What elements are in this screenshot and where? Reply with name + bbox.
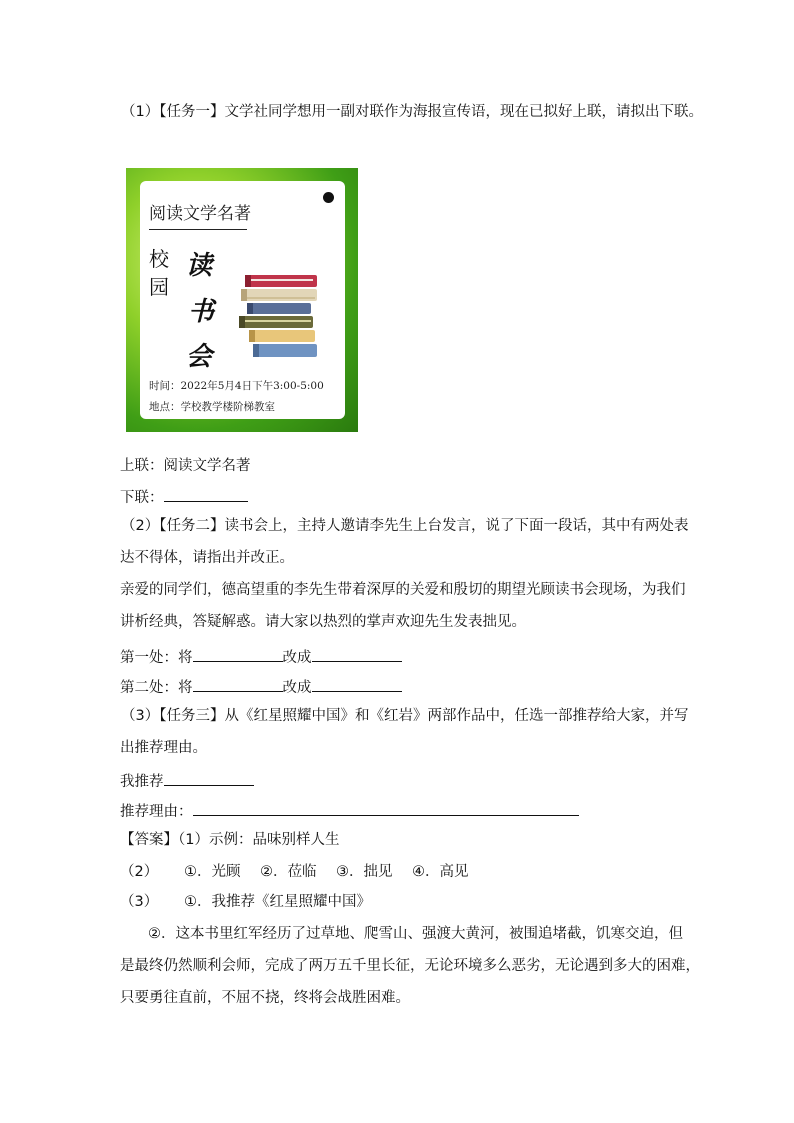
reading-club-poster	[126, 168, 358, 432]
poster-title-big-1: 读	[186, 251, 213, 281]
books-stack-icon	[235, 271, 335, 361]
poster-title-small-2: 园	[149, 275, 169, 299]
poster-dot-icon	[323, 192, 334, 203]
answer-blank-first-from[interactable]	[193, 646, 283, 662]
poster-title-big-2: 书	[188, 297, 215, 327]
answer-item-2: ②．莅临	[260, 864, 317, 880]
answer-para-line3: 只要勇往直前，不屈不挠，终将会战胜困难。	[120, 990, 410, 1006]
task3-prompt-line1: （3）【任务三】从《红星照耀中国》和《红岩》两部作品中，任选一部推荐给大家，并写	[121, 708, 689, 724]
task2-prompt-line2: 达不得体，请指出并改正。	[120, 550, 294, 566]
answer-para-line1: ②．这本书里红军经历了过草地、爬雪山、强渡大黄河，被围追堵截，饥寒交迫，但	[148, 926, 683, 942]
task1-prompt: （1）【任务一】文学社同学想用一副对联作为海报宣传语，现在已拟好上联，请拟出下联。	[121, 104, 703, 120]
answer-item-4: ④．高见	[412, 864, 469, 880]
answer-blank-lower[interactable]	[164, 486, 248, 502]
task2-speech-line2: 讲析经典，答疑解惑。请大家以热烈的掌声欢迎先生发表拙见。	[120, 614, 526, 630]
answer-line3-item: ①．我推荐《红星照耀中国》	[184, 894, 371, 910]
task2-first	[120, 646, 402, 668]
task3-reason-label: 推荐理由：	[120, 804, 193, 820]
answer-item-3: ③．拙见	[336, 864, 393, 880]
poster-title-big-3: 会	[186, 342, 213, 372]
poster-divider	[149, 229, 247, 230]
answer-item-1: ①．光顾	[184, 864, 241, 880]
couplet-lower	[120, 486, 248, 508]
poster-heading: 阅读文学名著	[149, 204, 251, 224]
task3-reason	[120, 800, 579, 822]
couplet-lower-label: 下联：	[120, 490, 164, 506]
answer-blank-first-to[interactable]	[312, 646, 402, 662]
task2-speech-line1: 亲爱的同学们，德高望重的李先生带着深厚的关爱和殷切的期望光顾读书会现场，为我们	[120, 582, 686, 598]
task2-first-label: 第一处：将	[120, 650, 193, 666]
task3-recommend	[120, 770, 254, 792]
task3-recommend-label: 我推荐	[120, 774, 164, 790]
task2-first-mid: 改成	[282, 650, 312, 666]
answer-para-line2: 是最终仍然顺利会师，完成了两万五千里长征，无论环境多么恶劣，无论遇到多大的困难，	[120, 958, 700, 974]
answer-blank-recommend[interactable]	[164, 770, 254, 786]
poster-title-small-1: 校	[149, 247, 169, 271]
answer-blank-reason[interactable]	[193, 800, 579, 816]
task2-prompt-line1: （2）【任务二】读书会上，主持人邀请李先生上台发言，说了下面一段话，其中有两处表	[121, 518, 689, 534]
poster-place: 地点：学校教学楼阶梯教室	[149, 401, 275, 413]
poster-time: 时间：2022年5月4日下午3:00-5:00	[149, 380, 324, 392]
task2-second-mid: 改成	[282, 680, 312, 696]
answer-blank-second-from[interactable]	[193, 676, 283, 692]
task2-second-label: 第二处：将	[120, 680, 193, 696]
answer-blank-second-to[interactable]	[312, 676, 402, 692]
couplet-upper: 上联：阅读文学名著	[120, 458, 251, 474]
answer-line2-prefix: （2）	[120, 864, 159, 880]
answer-line3	[120, 892, 371, 912]
task2-second	[120, 676, 402, 698]
poster-card	[140, 181, 345, 419]
answer-line2	[120, 862, 469, 882]
task3-prompt-line2: 出推荐理由。	[120, 740, 207, 756]
answer-line1: 【答案】（1）示例：品味别样人生	[120, 832, 340, 848]
answer-line3-prefix: （3）	[120, 894, 159, 910]
